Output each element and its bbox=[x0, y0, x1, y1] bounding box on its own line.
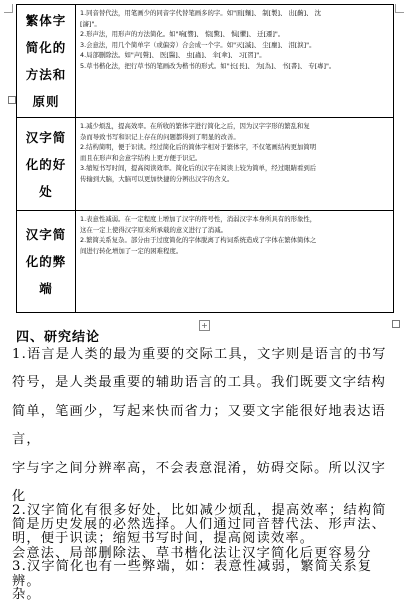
table-row bbox=[17, 211, 394, 313]
paragraph-line: 符号，是人类最重要的辅助语言的工具。我们既要文字结构 bbox=[12, 375, 387, 391]
body-line: 5.草书楷化法，把行草书的笔画改为楷书的形式。如"长[長]、 为[為]、 书[書]、 专[專]"。 bbox=[80, 61, 336, 70]
body-line: 3.缩短书写时间，提高阅读效率。简化后的汉字在阅读上较为简单，经过眼睛看到后 bbox=[80, 164, 317, 173]
row-body-methods[interactable] bbox=[76, 5, 394, 118]
paragraph-line: 2.汉字简化有很多好处，比如减少烦乱，提高效率；结构简 bbox=[12, 503, 387, 518]
section-title: 四、研究结论 bbox=[16, 330, 101, 345]
table-row bbox=[17, 5, 394, 118]
conclusion-paragraph-3[interactable] bbox=[12, 553, 394, 610]
body-line: 传输到大脑，大脑可以更加快捷的分辨出汉字的含义。 bbox=[80, 174, 234, 183]
body-line: 2.结构简明，便于识读。经过简化后的简体字相对于繁体字，不仅笔画结构更加简明 bbox=[80, 143, 317, 152]
add-table-row-button[interactable]: + bbox=[199, 320, 210, 331]
body-line: [瀋]"。 bbox=[80, 19, 101, 28]
page-corner-mark bbox=[395, 4, 404, 13]
heading-line: 汉字简 bbox=[25, 129, 67, 145]
paragraph-line: 明，便于识读；缩短书写时间，提高阅读效率。 bbox=[12, 531, 315, 547]
paragraph-line: 简是历史发展的必然选择。人们通过同音替代法、形声法、 bbox=[12, 517, 387, 533]
table-move-handle[interactable] bbox=[8, 96, 16, 104]
table-row bbox=[17, 118, 394, 211]
conclusion-paragraph-2[interactable] bbox=[12, 497, 394, 554]
page-corner-mark bbox=[4, 4, 13, 13]
body-line: 1.表意性减弱。在一定程度上增加了汉字的符号性，消弱汉字本身所具有的形象性， bbox=[80, 215, 317, 223]
heading-line: 汉字简 bbox=[25, 227, 67, 242]
body-line: 而且在形声和会意字结构上更方便于识记。 bbox=[80, 153, 202, 162]
row-heading-methods bbox=[17, 5, 76, 118]
heading-line: 简化的 bbox=[25, 40, 67, 55]
body-line: 这在一定上使得汉字原来所承载的意义进行了消减。 bbox=[80, 225, 227, 234]
paragraph-line: 1.语言是人类的最为重要的交际工具，文字则是语言的书写 bbox=[12, 347, 387, 362]
paragraph-line: 会意法、局部删除法、草书楷化法让汉字简化后更容易分辨。 bbox=[12, 545, 372, 590]
body-line: 间进行转化增加了一定的困难程度。 bbox=[80, 246, 183, 255]
body-line: 1.同音替代法，用笔画少的同音字代替笔画多的字。如"面[麵]、 制[製]、 出[齣]、 沈 bbox=[80, 9, 321, 17]
paragraph-line: 字与字之间分辨率高，不会表意混淆，妨碍交际。所以汉字化 bbox=[12, 460, 387, 505]
heading-line: 化的弊 bbox=[25, 254, 67, 269]
heading-line: 处 bbox=[39, 183, 53, 199]
row-heading-benefits bbox=[17, 118, 76, 211]
body-line: 4.局部删除法。如"声[聲]、 医[醫]、 虫[蟲]、 伞[傘]、 习[習]"。 bbox=[80, 51, 266, 60]
paragraph-line: 3.汉字简化也有一些弊端，如：表意性减弱，繁简关系复杂。 bbox=[12, 559, 373, 603]
row-body-drawbacks[interactable] bbox=[76, 211, 394, 313]
heading-line: 繁体字 bbox=[25, 13, 67, 28]
heading-line: 端 bbox=[39, 281, 53, 296]
body-line: 1.减少烦乱，提高效率。在所收的繁体字进行简化之后，因为汉字字形的繁乱和复 bbox=[80, 122, 310, 130]
body-line: 3.会意法，用几个简单字（或偏旁）合会成一个字。如"灭[滅]、 尘[塵]、 泪[淚]"。 bbox=[80, 40, 316, 49]
paragraph-line: 简单，笔画少，写起来快而省力；又要文字能很好地表达语言， bbox=[12, 403, 387, 448]
body-line: 2.形声法，用形声的方法简化。如"响[響]、 惊[驚]、 惧[懼]、 迁[遷]"。 bbox=[80, 30, 285, 39]
body-line: 2.繁简关系复杂。部分由于过度简化的字体脱离了构词系统造成了字体在繁体简体之 bbox=[80, 236, 317, 245]
row-heading-drawbacks bbox=[17, 211, 76, 313]
comparison-table bbox=[16, 4, 394, 313]
table-resize-handle[interactable] bbox=[392, 320, 400, 328]
heading-line: 化的好 bbox=[25, 156, 67, 172]
heading-line: 原则 bbox=[32, 94, 60, 109]
row-body-benefits[interactable] bbox=[76, 118, 394, 211]
body-line: 杂而导致书写和识记上存在的问题都得到了明显的改善。 bbox=[80, 132, 240, 141]
heading-line: 方法和 bbox=[25, 67, 67, 82]
